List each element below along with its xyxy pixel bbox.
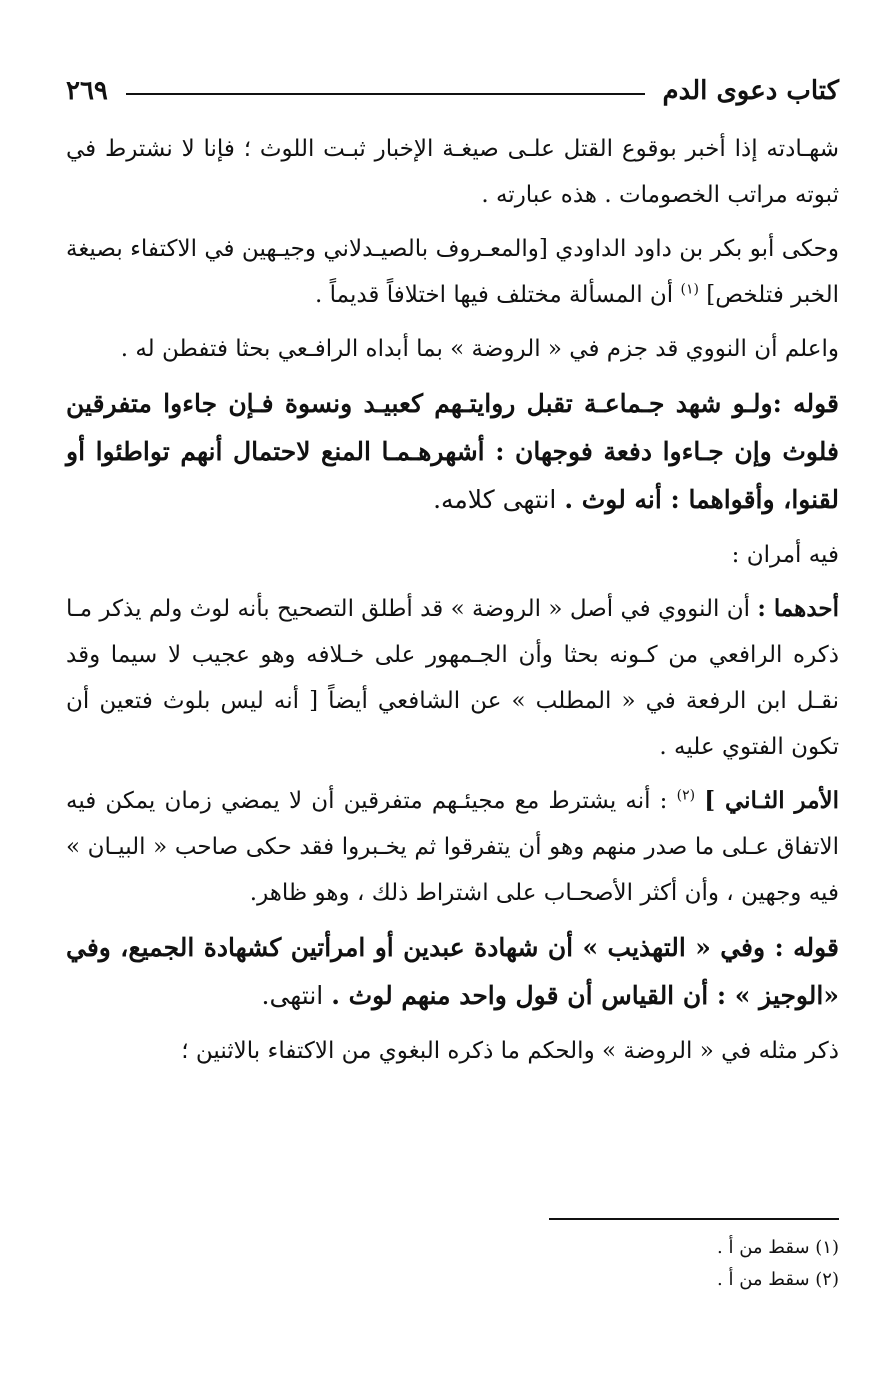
paragraph-text: واعلم أن النووي قد جزم في « الروضة » بما أبداه الرافـعي بحثا فتفطن له . [120,336,839,362]
paragraph-lead-bold: الأمر الثـاني ] [704,787,840,814]
footnotes [439,1232,839,1296]
quoted-statement [66,380,839,524]
paragraph [66,532,839,578]
paragraph-text: أن النووي في أصل « الروضة » قد أطلق التصحيح بأنه لوث ولم يذكر مـا ذكره الرافعي من كـونه بحثا وأن الجـمهور على خـلافه وهو عجيب لا سيما وقد نقـل ابن الرفعة في « المطلب » عن الشافعي أيضاً [ أنه ليس بلوث فتعين أن تكون الفتوي عليه . [66,596,839,760]
quoted-text-bold: قوله : وفي « التهذيب » أن شهادة عبدين أو امرأتين كشهادة الجميع، وفي «الوجيز » : أن القياس أن قول واحد منهم لوث . [66,933,839,1010]
paragraph [66,226,839,318]
quoted-text-bold: قوله :ولـو شهد جـماعـة تقبل روايتـهم كعبيـد ونسوة فـإن جاءوا متفرقين فلوث وإن جـاءوا دفعة فوجهان : أشهرهـمـا المنع لاحتمال أنهم تواطئوا أو لقنوا، وأقواهما : أنه لوث . [66,389,839,514]
paragraph [66,586,839,770]
paragraph-text: وحكى أبو بكر بن داود الداودي [والمعـروف بالصيـدلاني وجيـهين في الاكتفاء بصيغة الخبر فتلخص] [66,236,839,308]
footnote-reference: (٢) [676,787,696,804]
page-number: ٢٦٩ [66,76,108,106]
paragraph [66,326,839,372]
paragraph-text: ذكر مثله في « الروضة » والحكم ما ذكره البغوي من الاكتفاء بالاثنين ؛ [181,1038,839,1064]
paragraph-text: شهـادته إذا أخبر بوقوع القتل علـى صيغـة الإخبار ثبـت اللوث ؛ فإنا لا نشترط في ثبوته مراتب الخصومات . هذه عبارته . [66,136,839,208]
paragraph-text: : أنه يشترط مع مجيئـهم متفرقين أن لا يمضي زمان يمكن فيه الاتفاق عـلى ما صدر منهم وهو أن يتفرقوا ثم يخـبروا فقد حكى صاحب « البيـان » فيه وجهين ، وأن أكثر الأصحـاب على اشتراط ذلك ، وهو ظاهر. [66,788,839,906]
footnote-separator [549,1218,839,1220]
paragraph-text: فيه أمران : [731,542,839,568]
footnote: (١) سقط من أ . [717,1237,839,1258]
quoted-statement [66,924,839,1020]
quote-end-note: انتهى. [261,981,324,1010]
main-text [66,126,839,1082]
footnote: (٢) سقط من أ . [717,1269,839,1290]
book-title: كتاب دعوى الدم [662,76,839,106]
paragraph [66,1028,839,1074]
quote-end-note: انتهى كلامه. [433,485,557,514]
paragraph-lead-bold: أحدهما : [757,595,839,622]
header-rule [126,93,645,95]
paragraph-text: أن المسألة مختلف فيها اختلافاً قديماً . [315,282,674,308]
paragraph [66,126,839,218]
footnote-reference: (١) [680,281,699,298]
paragraph [66,778,839,916]
running-header [66,66,839,116]
